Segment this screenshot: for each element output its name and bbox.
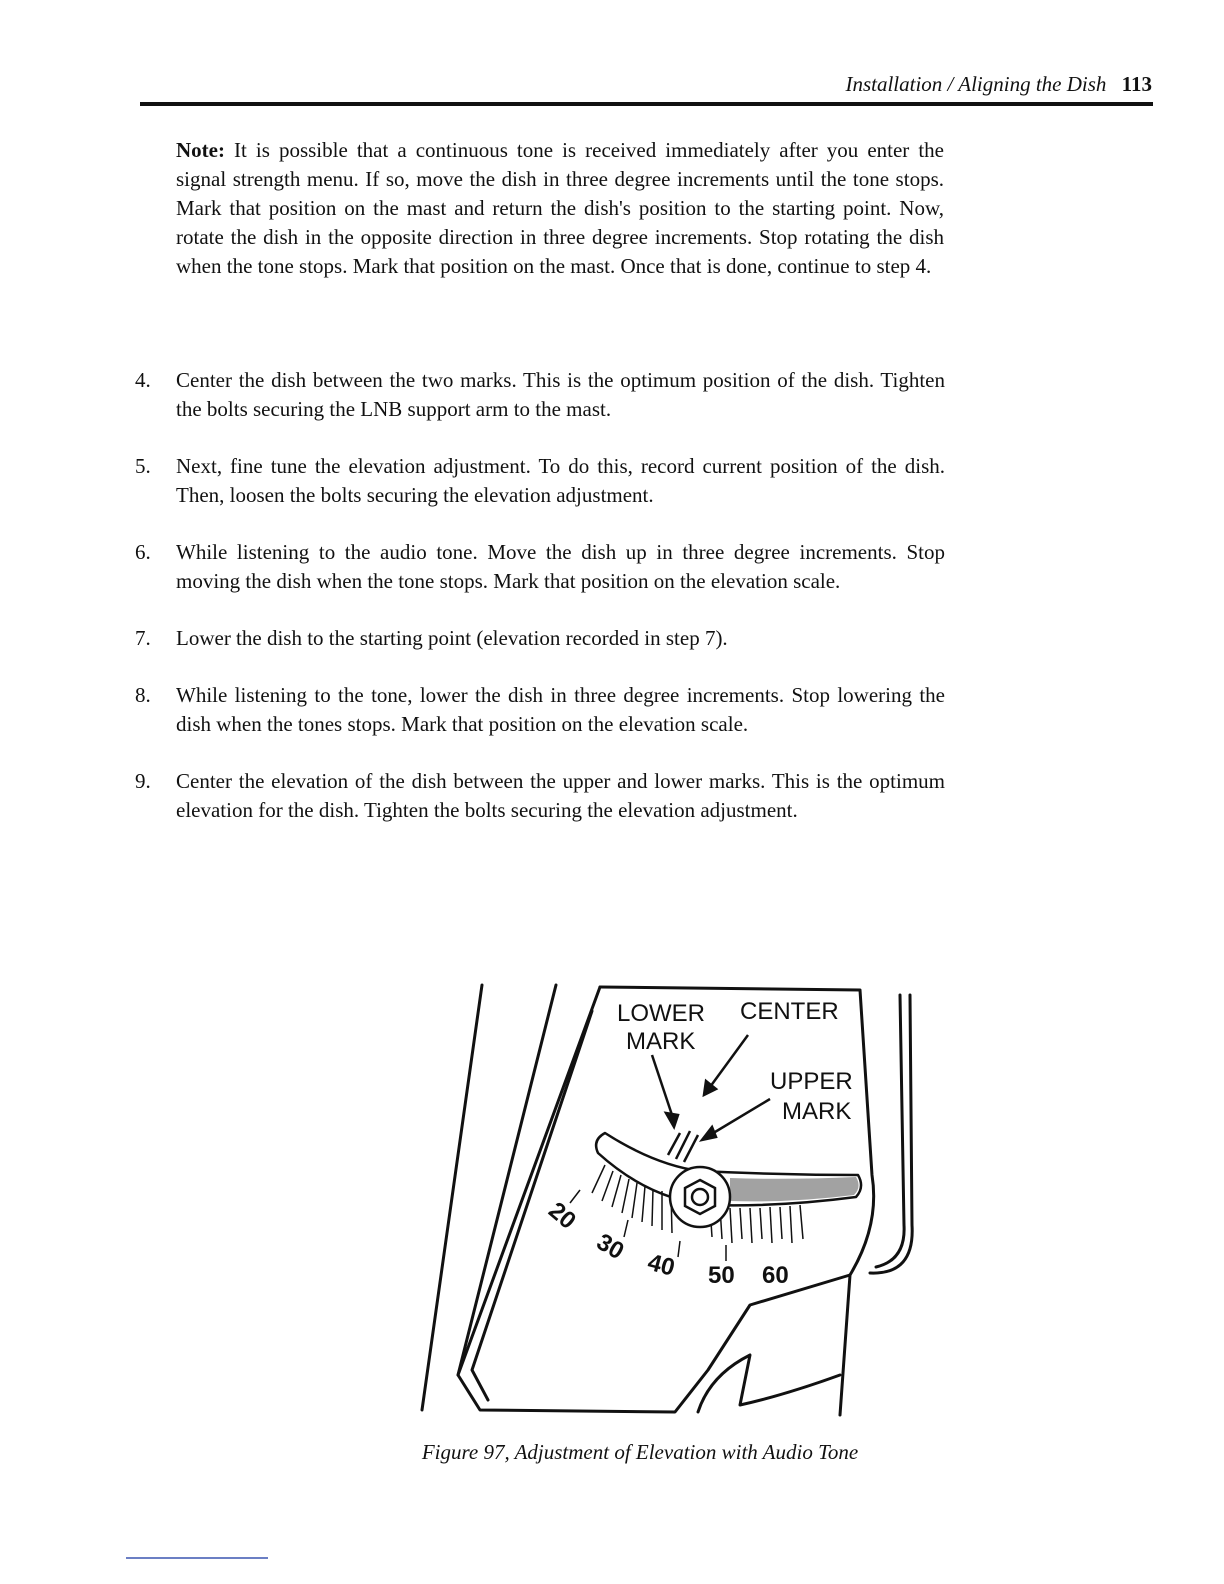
step-number: 8. xyxy=(135,683,151,707)
upper-mark-arrow xyxy=(710,1099,770,1135)
step-number: 6. xyxy=(135,540,151,564)
page-header xyxy=(140,72,1152,97)
mast-line-left xyxy=(422,985,482,1410)
header-title: Installation / Aligning the Dish xyxy=(845,72,1107,96)
scale-50: 50 xyxy=(708,1262,735,1289)
elevation-diagram xyxy=(410,975,930,1425)
center-arrow xyxy=(710,1035,748,1087)
step-number: 4. xyxy=(135,368,151,392)
scale-60: 60 xyxy=(762,1262,789,1289)
step-number: 9. xyxy=(135,769,151,793)
step-text: Center the dish between the two marks. This is the optimum position of the dish. Tighten the bolts securing the LNB support arm to the mast. xyxy=(176,368,945,421)
label-lower-mark: MARK xyxy=(626,1028,696,1055)
label-upper-mark: MARK xyxy=(782,1098,852,1125)
scale-40: 40 xyxy=(644,1248,678,1282)
footer-line xyxy=(126,1557,268,1559)
step-9 xyxy=(135,767,945,825)
step-8 xyxy=(135,681,945,739)
slot-shading xyxy=(730,1177,859,1201)
lower-mark-arrow xyxy=(652,1055,672,1115)
step-text: Lower the dish to the starting point (elevation recorded in step 7). xyxy=(176,626,728,650)
step-number: 7. xyxy=(135,626,151,650)
figure-caption: Figure 97, Adjustment of Elevation with Audio Tone xyxy=(421,1440,859,1464)
note-label: Note: xyxy=(176,138,225,162)
bracket-back-edge xyxy=(870,995,912,1273)
step-5 xyxy=(135,452,945,510)
label-lower: LOWER xyxy=(617,1000,706,1027)
page-number: 113 xyxy=(1121,72,1152,96)
note-text: It is possible that a continuous tone is received immediately after you enter the signal strength menu. If so, move the dish in three degree increments until the tone stops. Mark that position on the mast and return the dish's position to the starting point. Now, rotate the dish in the opposite direction in three degree increments. Stop rotating the dish when the tone stops. Mark that position on the mast. Once that is done, continue to step 4. xyxy=(176,138,944,278)
label-center: CENTER xyxy=(740,998,839,1025)
reference-marks xyxy=(668,1131,698,1162)
bracket-inner-edge xyxy=(472,1011,592,1400)
step-7 xyxy=(135,624,945,653)
step-text: While listening to the tone, lower the dish in three degree increments. Stop lowering the dish when the tones stops. Mark that position on the elevation scale. xyxy=(176,683,945,736)
step-number: 5. xyxy=(135,454,151,478)
scale-20: 20 xyxy=(543,1196,582,1235)
step-4 xyxy=(135,366,945,424)
lower-mark-arrowhead xyxy=(666,1113,678,1127)
upper-mark-arrowhead xyxy=(702,1127,716,1140)
step-text: Center the elevation of the dish between the upper and lower marks. This is the optimum elevation for the dish. Tighten the bolts securing the elevation adjustment. xyxy=(176,769,945,822)
bracket-lower-foot xyxy=(698,1355,840,1412)
bracket-back-edge-inner xyxy=(876,995,904,1267)
note-paragraph xyxy=(176,136,944,281)
label-upper: UPPER xyxy=(770,1068,853,1095)
header-rule xyxy=(140,102,1153,106)
elevation-figure xyxy=(410,975,930,1425)
step-6 xyxy=(135,538,945,596)
step-list xyxy=(135,366,945,853)
step-text: While listening to the audio tone. Move the dish up in three degree increments. Stop moving the dish when the tone stops. Mark that position on the elevation scale. xyxy=(176,540,945,593)
bolt-icon xyxy=(670,1167,730,1227)
step-text: Next, fine tune the elevation adjustment. To do this, record current position of the dish. Then, loosen the bolts securing the elevation adjustment. xyxy=(176,454,945,507)
scale-30: 30 xyxy=(591,1228,629,1266)
